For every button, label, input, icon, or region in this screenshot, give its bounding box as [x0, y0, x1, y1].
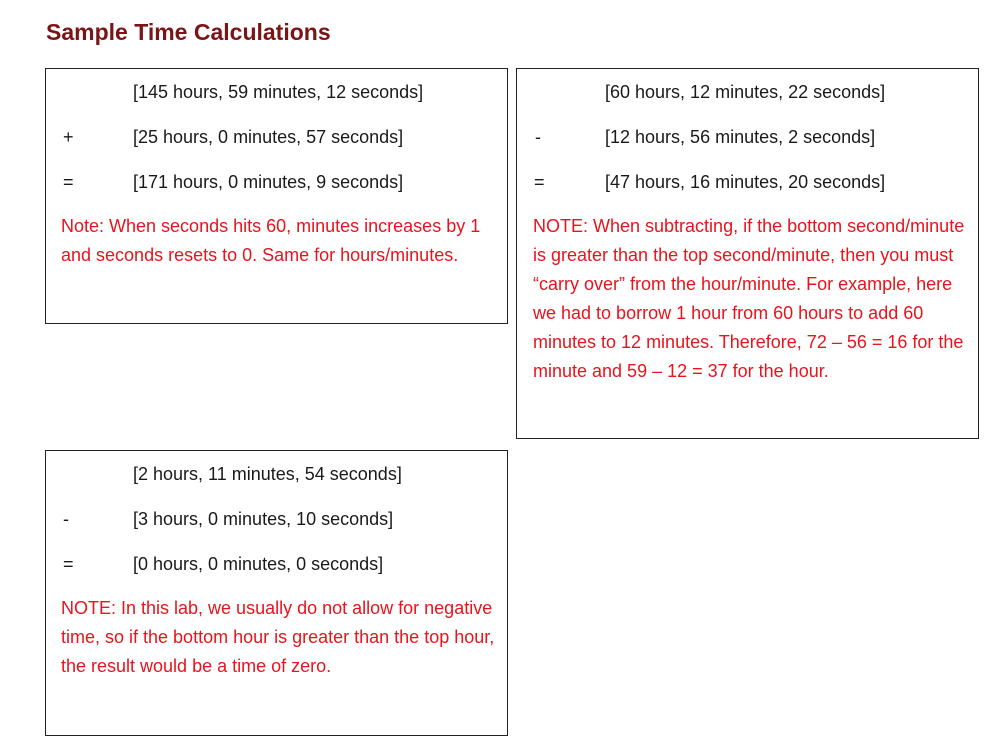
equals-operator: =: [534, 172, 545, 192]
equals-operator: =: [63, 172, 74, 192]
first-operand: [145 hours, 59 minutes, 12 seconds]: [133, 82, 424, 102]
result: [171 hours, 0 minutes, 9 seconds]: [133, 172, 404, 192]
result: [0 hours, 0 minutes, 0 seconds]: [133, 554, 384, 574]
addition-example-box: [45, 68, 508, 324]
minus-operator: -: [535, 127, 541, 147]
plus-operator: +: [63, 127, 74, 147]
minus-operator: -: [63, 509, 69, 529]
result: [47 hours, 16 minutes, 20 seconds]: [605, 172, 886, 192]
second-operand: [12 hours, 56 minutes, 2 seconds]: [605, 127, 876, 147]
note-text: NOTE: In this lab, we usually do not allow for negative time, so if the bottom hour is greater than the top hour, the result would be a time of zero.: [61, 598, 495, 676]
second-operand: [25 hours, 0 minutes, 57 seconds]: [133, 127, 404, 147]
equals-operator: =: [63, 554, 74, 574]
page-title: Sample Time Calculations: [46, 19, 331, 45]
subtraction-example-box: [516, 68, 979, 439]
negative-time-example-box: [45, 450, 508, 736]
note-text: NOTE: When subtracting, if the bottom second/minute is greater than the top second/minute, then you must “carry over” from the hour/minute. For example, here we had to borrow 1 hour from 60 hours to add 60 minutes to 12 minutes. Therefore, 72 – 56 = 16 for the minute and 59 – 12 = 37 for the hour.: [533, 216, 965, 381]
note-text: Note: When seconds hits 60, minutes increases by 1 and seconds resets to 0. Same for hours/minutes.: [61, 216, 481, 265]
first-operand: [2 hours, 11 minutes, 54 seconds]: [133, 464, 402, 484]
first-operand: [60 hours, 12 minutes, 22 seconds]: [605, 82, 886, 102]
second-operand: [3 hours, 0 minutes, 10 seconds]: [133, 509, 394, 529]
